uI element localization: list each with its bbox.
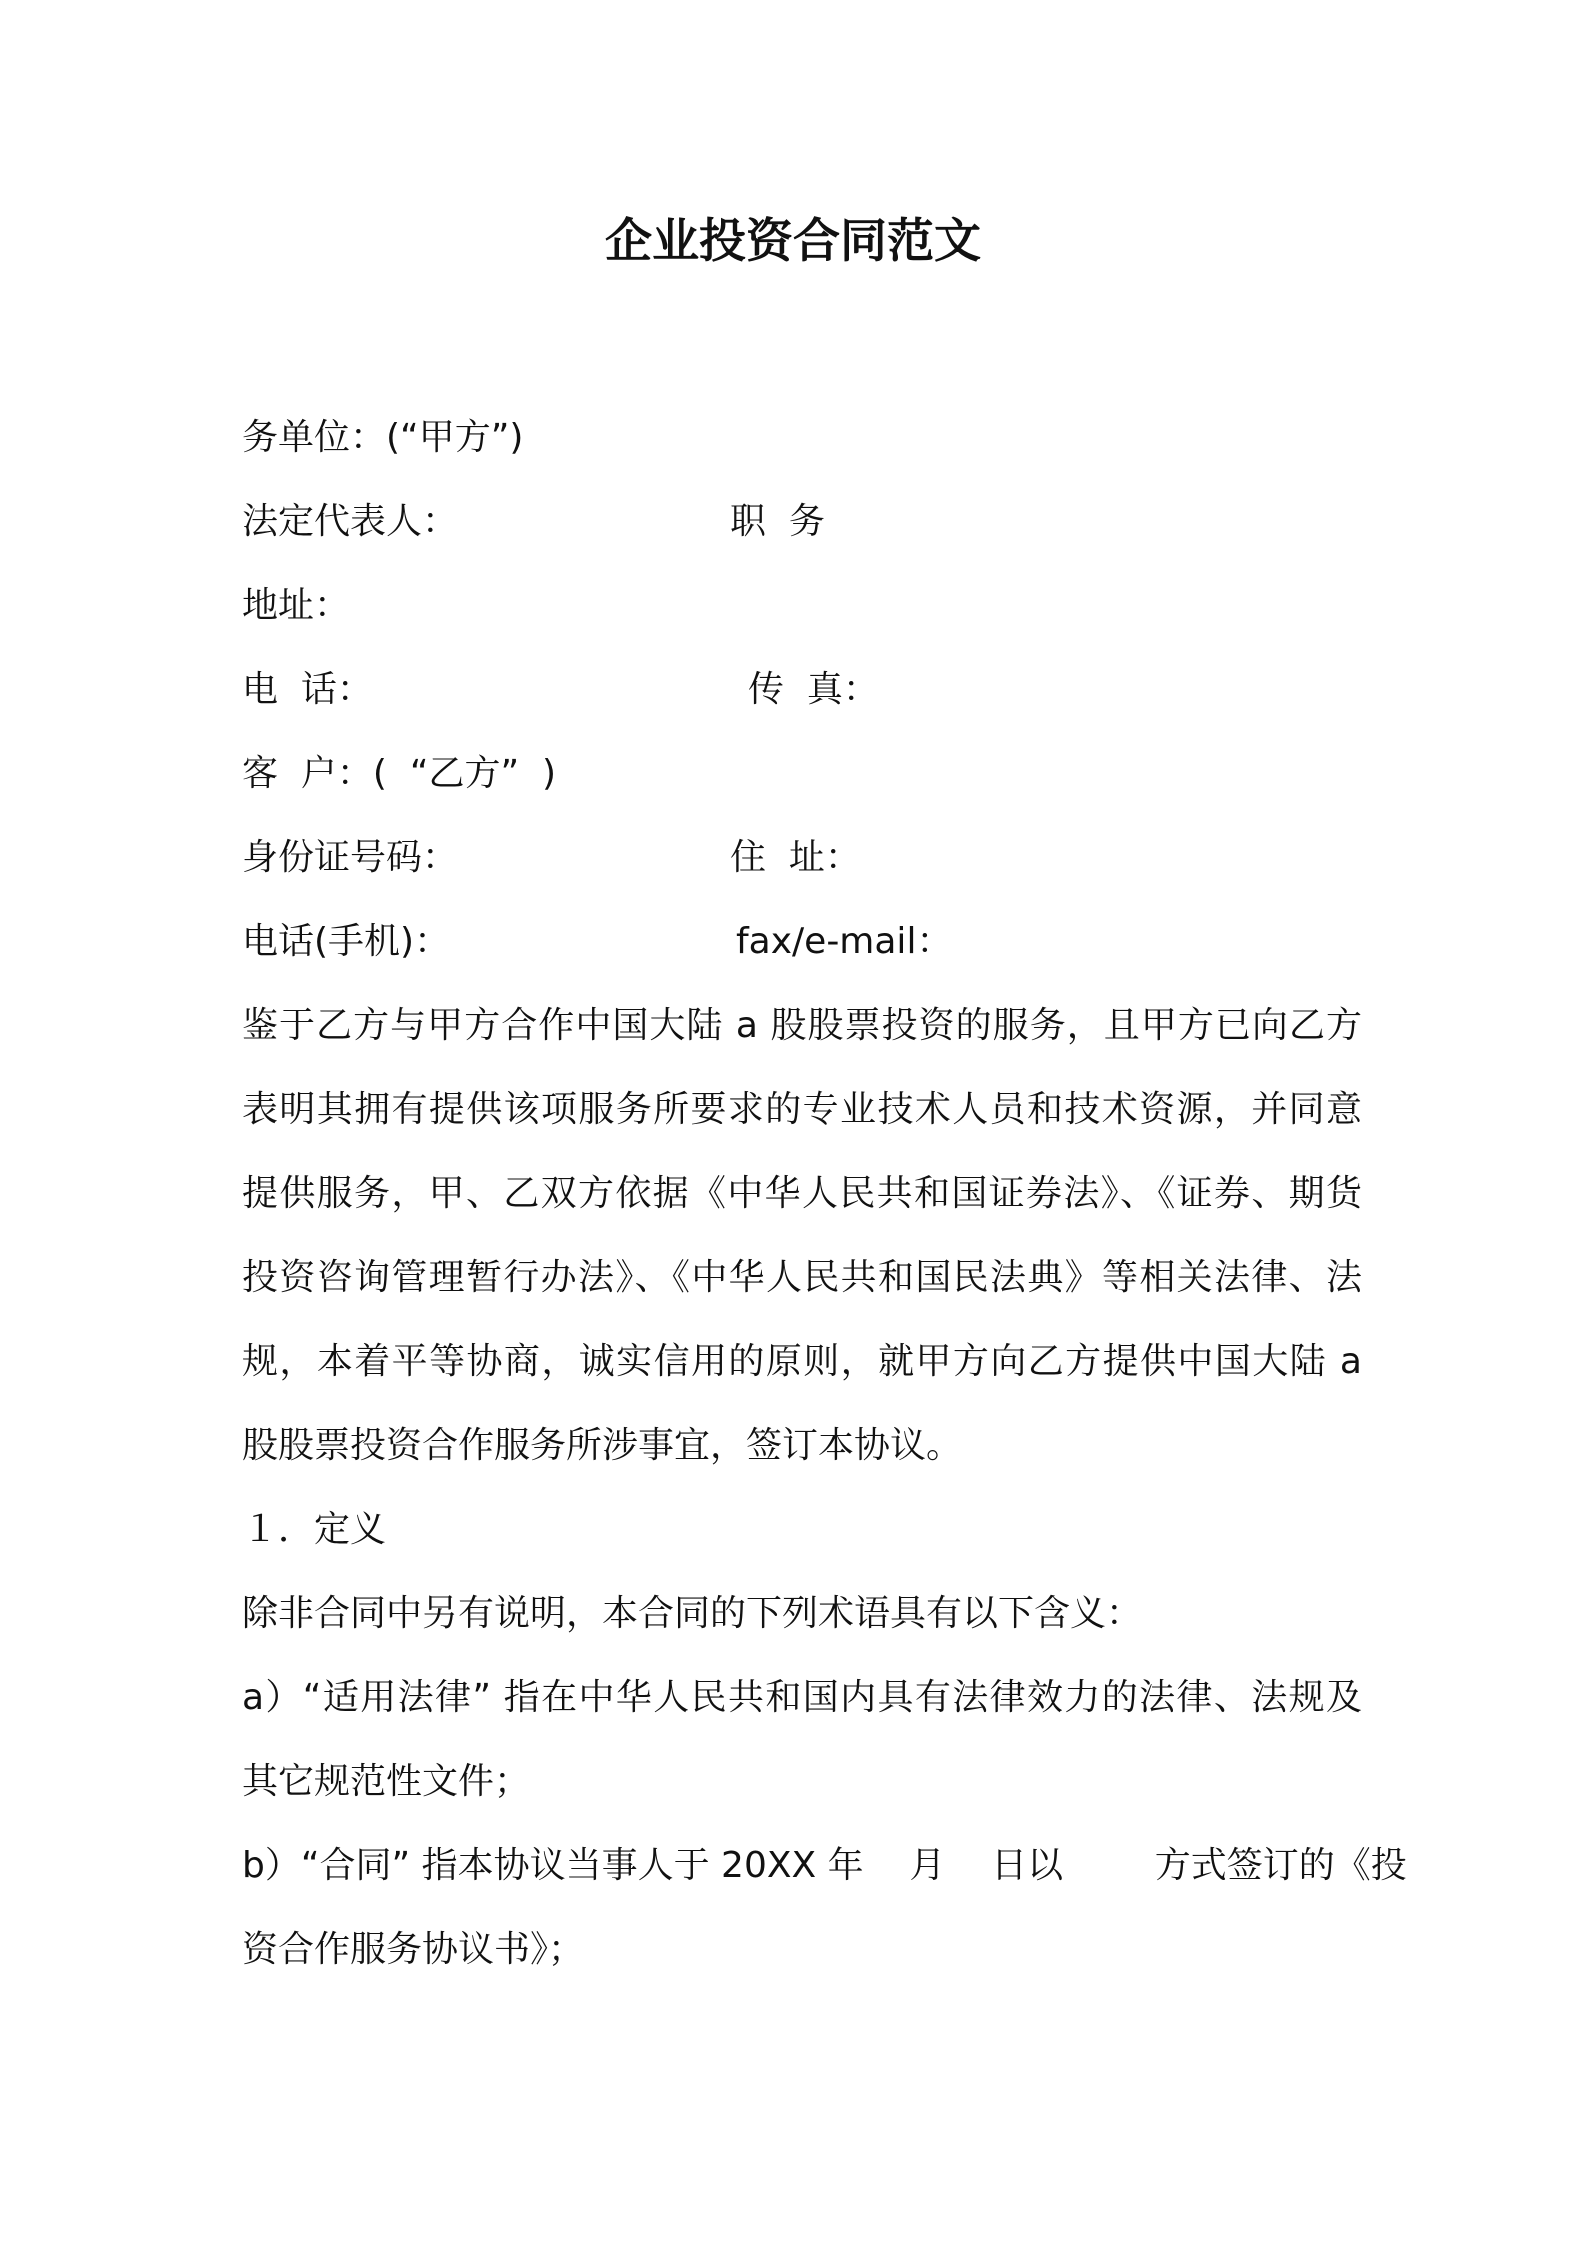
field-mobile (242, 918, 1362, 966)
field-label: 法定代表人： (242, 501, 459, 542)
definition-a-line: 其它规范性文件； (242, 1761, 531, 1802)
intro-line: 提供服务，甲、乙双方依据《中华人民共和国证券法》、《证券、期货 (242, 1173, 1362, 1214)
field-party-a (242, 414, 1362, 462)
definition-b-line: 资合作服务协议书》； (242, 1929, 585, 1970)
document-title: 企业投资合同范文 (605, 214, 981, 269)
field-label: 客 户：( “乙方” ) (242, 753, 557, 794)
field-label: 电话(手机)： (242, 921, 451, 962)
field-address (242, 582, 1362, 630)
field-label: 身份证号码： (242, 837, 459, 878)
intro-line: 规，本着平等协商，诚实信用的原则，就甲方向乙方提供中国大陆 a (242, 1341, 1362, 1382)
field-phone (242, 666, 1362, 714)
definition-b-line: b）“合同” 指本协议当事人于 20XX 年 月 日以 方式签订的《投 (242, 1845, 1407, 1886)
intro-line: 表明其拥有提供该项服务所要求的专业技术人员和技术资源，并同意 (242, 1089, 1362, 1130)
field-legal-representative (242, 498, 1362, 546)
definition-intro: 除非合同中另有说明，本合同的下列术语具有以下含义： (242, 1593, 1143, 1634)
field-id-number (242, 834, 1362, 882)
field-label: 务单位：(“甲方”) (242, 417, 524, 458)
field-label: 电 话： (242, 669, 373, 710)
definition-a-line: a）“适用法律” 指在中华人民共和国内具有法律效力的法律、法规及 (242, 1677, 1362, 1718)
field-position-label: 职 务 (730, 501, 825, 542)
section-heading: １．定义 (242, 1509, 387, 1550)
intro-line: 鉴于乙方与甲方合作中国大陆 a 股股票投资的服务，且甲方已向乙方 (242, 1005, 1362, 1046)
field-fax-label: 传 真： (748, 669, 879, 710)
field-label: 地址： (242, 585, 351, 626)
field-email-label: fax/e-mail： (736, 921, 953, 962)
field-residence-label: 住 址： (730, 837, 861, 878)
field-party-b (242, 750, 1362, 798)
intro-line: 股股票投资合作服务所涉事宜，签订本协议。 (242, 1425, 963, 1466)
intro-line: 投资咨询管理暂行办法》、《中华人民共和国民法典》等相关法律、法 (242, 1257, 1362, 1298)
